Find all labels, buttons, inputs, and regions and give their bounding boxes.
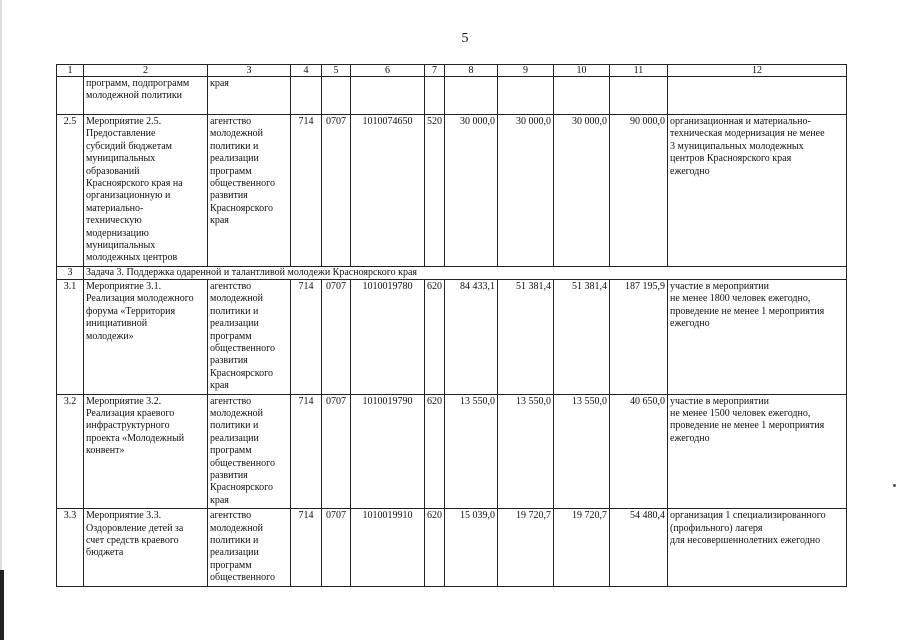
executor-line: политики и [210,140,259,152]
expected-result [668,115,847,267]
table-row-3-3 [57,509,847,586]
header-cell: 5 [322,65,351,77]
measure-name-line: муниципальных [86,153,156,165]
measure-name-line: молодежи» [86,330,134,342]
measure-name-line: форума «Территория [86,305,176,317]
amount-total: 187 195,9 [610,279,668,394]
section-code [322,77,351,115]
measure-name [84,77,208,115]
expected-result-line: ежегодно [670,318,710,330]
row-number: 3.1 [57,279,84,394]
header-cell: 6 [351,65,425,77]
executor-line: молодежной [210,407,264,419]
measure-name-line: Реализация молодежного [86,293,194,305]
task-title: Задача 3. Поддержка одаренной и талантливой молодежи Красноярского края [84,266,847,279]
executor-line: реализации [210,432,259,444]
amount-year-2: 51 381,4 [498,279,554,394]
measure-name-line: счет средств краевого [86,535,179,546]
executor-line: общественного [210,572,275,584]
row-number [57,77,84,115]
header-cell: 3 [208,65,291,77]
page-number: 5 [461,31,469,46]
expected-result-line: ежегодно [670,432,710,444]
target-article-code: 1010074650 [351,115,425,267]
measure-name-line: программ, подпрограмм [86,78,190,89]
executor-line: программ [210,445,252,457]
header-cell: 12 [668,65,847,77]
executor-line: края [210,380,229,392]
measure-name-line: инфраструктурного [86,420,170,432]
measure-name-line: Мероприятие 3.2. [86,395,162,407]
expected-result-line: (профильного) лагеря [670,522,763,534]
expected-result-line: ежегодно [670,165,710,177]
executor [208,279,291,394]
expense-type-code [425,77,445,115]
expected-result-line: организационная и материально- [670,116,811,127]
header-cell: 10 [554,65,610,77]
expense-type-code: 620 [425,394,445,509]
expected-result-line: участие в мероприятии [670,280,769,292]
amount-total: 90 000,0 [610,115,668,267]
table-row-3-2 [57,394,847,509]
executor-line: агентство [210,280,252,292]
executor-line: Красноярского [210,367,273,379]
table-row-2-5 [57,115,847,267]
measure-name-line: Предоставление [86,128,156,140]
table-row-3-1 [57,279,847,394]
executor-line: программ [210,559,252,571]
expected-result-line: проведение не менее 1 мероприятия [670,420,825,432]
executor-line: общественного [210,342,275,354]
header-cell: 4 [291,65,322,77]
executor-line: политики и [210,535,259,546]
amount-year-1: 13 550,0 [445,394,498,509]
section-code: 0707 [322,279,351,394]
task-row-3 [57,266,847,279]
measure-name-line: Оздоровление детей за [86,522,184,534]
measure-name [84,394,208,509]
amount-year-2: 13 550,0 [498,394,554,509]
measure-name [84,509,208,586]
expected-result [668,394,847,509]
expected-result-line: организация 1 специализированного [670,510,826,522]
expected-result-line: не менее 1800 человек ежегодно, [670,293,811,305]
measure-name-line: модернизацию [86,227,149,239]
scan-mark [0,570,4,640]
executor-line: реализации [210,153,259,165]
expense-type-code: 620 [425,279,445,394]
scan-speck [893,484,896,487]
executor-line: общественного [210,457,275,469]
expected-result-line: центров Красноярского края [670,153,792,165]
executor-line: общественного [210,178,275,190]
expected-result-line: не менее 1500 человек ежегодно, [670,407,811,419]
header-cell: 9 [498,65,554,77]
measure-name-line: Мероприятие 2.5. [86,116,162,127]
section-code: 0707 [322,115,351,267]
executor-line: программ [210,330,252,342]
executor-line: политики и [210,420,259,432]
expected-result [668,509,847,586]
amount-total [610,77,668,115]
target-article-code: 1010019780 [351,279,425,394]
expected-result-line: 3 муниципальных молодежных [670,140,804,152]
amount-year-1 [445,77,498,115]
amount-total: 54 480,4 [610,509,668,586]
gryp-code: 714 [291,509,322,586]
measure-name-line: субсидий бюджетам [86,140,172,152]
target-article-code: 1010019910 [351,509,425,586]
section-code: 0707 [322,509,351,586]
measure-name-line: муниципальных [86,240,156,252]
gryp-code: 714 [291,394,322,509]
executor-line: агентство [210,116,252,127]
expense-type-code: 620 [425,509,445,586]
row-number: 2.5 [57,115,84,267]
executor-line: реализации [210,547,259,559]
target-article-code [351,77,425,115]
expected-result-line: проведение не менее 1 мероприятия [670,305,825,317]
gryp-code [291,77,322,115]
measure-name-line: бюджета [86,547,124,559]
measure-name-line: конвент» [86,445,125,457]
measure-name-line: Мероприятие 3.1. [86,280,162,292]
amount-year-3: 51 381,4 [554,279,610,394]
amount-year-1: 15 039,0 [445,509,498,586]
amount-year-3: 30 000,0 [554,115,610,267]
executor-line: молодежной [210,128,264,140]
executor [208,115,291,267]
amount-year-2: 19 720,7 [498,509,554,586]
amount-year-1: 84 433,1 [445,279,498,394]
executor-line: края [210,494,229,506]
row-number: 3.2 [57,394,84,509]
row-number: 3 [57,266,84,279]
executor-line: развития [210,469,248,481]
amount-year-3: 13 550,0 [554,394,610,509]
program-table [56,64,847,587]
amount-year-3: 19 720,7 [554,509,610,586]
executor-line: края [210,215,229,227]
header-cell: 11 [610,65,668,77]
gryp-code: 714 [291,115,322,267]
measure-name [84,115,208,267]
header-cell: 1 [57,65,84,77]
header-row [57,65,847,77]
measure-name [84,279,208,394]
executor-line: политики и [210,305,259,317]
executor-line: молодежной [210,293,264,305]
expense-type-code: 520 [425,115,445,267]
amount-total: 40 650,0 [610,394,668,509]
executor-line: Красноярского [210,482,273,494]
amount-year-1: 30 000,0 [445,115,498,267]
executor-line: развития [210,355,248,367]
amount-year-2 [498,77,554,115]
measure-name-line: молодежных центров [86,252,178,264]
row-number: 3.3 [57,509,84,586]
measure-name-line: организационную и [86,190,171,202]
measure-name-line: инициативной [86,318,148,330]
executor [208,77,291,115]
executor-line: Красноярского [210,202,273,214]
measure-name-line: техническую [86,215,142,227]
executor-line: программ [210,165,252,177]
amount-year-3 [554,77,610,115]
measure-name-line: Красноярского края на [86,178,183,190]
expected-result-line: техническая модернизация не менее [670,128,825,140]
section-code: 0707 [322,394,351,509]
executor-line: молодежной [210,522,264,534]
header-cell: 2 [84,65,208,77]
measure-name-line: проекта «Молодежный [86,432,185,444]
executor-line: агентство [210,395,252,407]
scan-edge [0,0,2,640]
expected-result-line: участие в мероприятии [670,395,769,407]
expected-result-line: для несовершеннолетних ежегодно [670,535,821,546]
executor-line: развития [210,190,248,202]
executor-line: агентство [210,510,252,522]
gryp-code: 714 [291,279,322,394]
executor [208,394,291,509]
amount-year-2: 30 000,0 [498,115,554,267]
measure-name-line: Реализация краевого [86,407,175,419]
table-row-continued [57,77,847,115]
measure-name-line: молодежной политики [86,90,183,102]
executor-line: края [210,78,229,89]
header-cell: 7 [425,65,445,77]
measure-name-line: образований [86,165,140,177]
expected-result [668,77,847,115]
executor [208,509,291,586]
target-article-code: 1010019790 [351,394,425,509]
measure-name-line: материально- [86,202,144,214]
header-cell: 8 [445,65,498,77]
measure-name-line: Мероприятие 3.3. [86,510,162,522]
expected-result [668,279,847,394]
executor-line: реализации [210,318,259,330]
